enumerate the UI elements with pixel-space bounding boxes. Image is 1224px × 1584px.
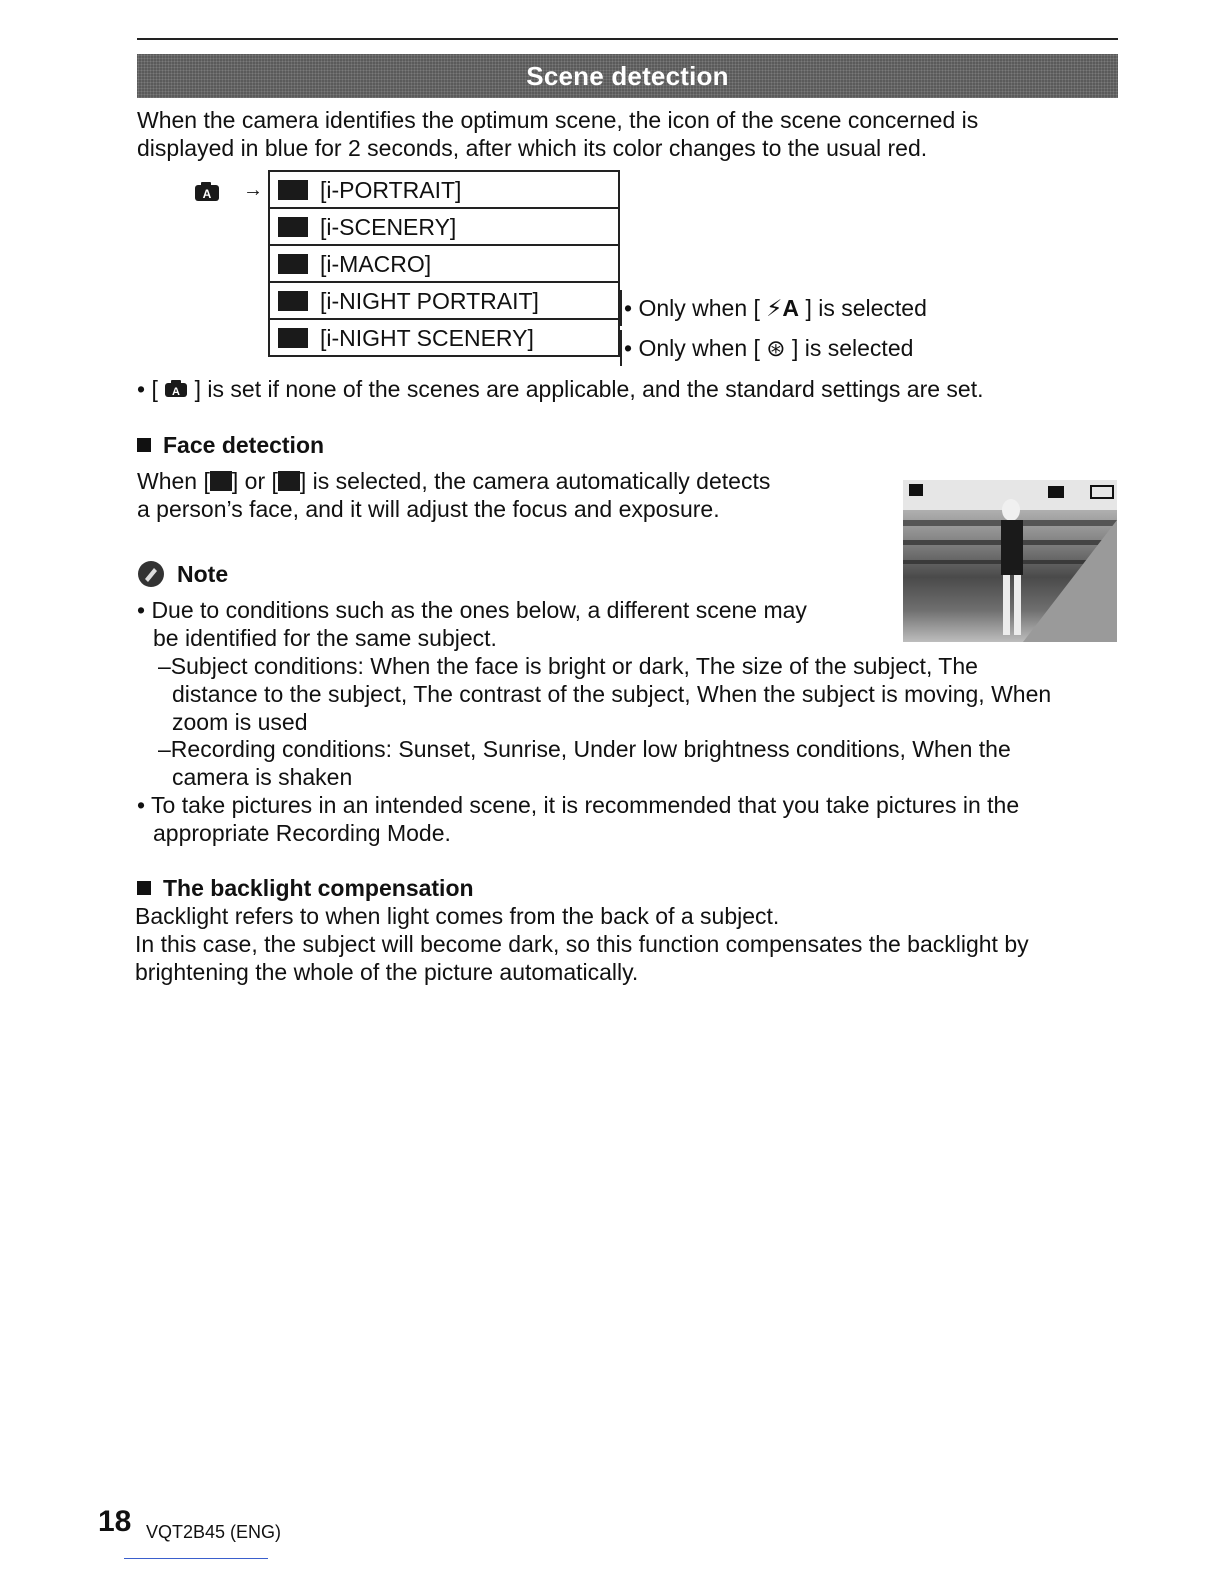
svg-text:A: A (202, 187, 212, 201)
page-number: 18 (98, 1505, 132, 1538)
note-bullet-2-line-2: appropriate Recording Mode. (153, 820, 451, 846)
i-night-portrait-icon (278, 471, 300, 491)
i-night-portrait-icon (278, 291, 308, 311)
i-night-scenery-icon (278, 328, 308, 348)
backlight-line-3: brightening the whole of the picture automatically. (135, 959, 639, 985)
intro-line-1: When the camera identifies the optimum scene, the icon of the scene concerned is (137, 107, 979, 133)
note-dash-1-line-2: distance to the subject, The contrast of the subject, When the subject is moving, When (172, 681, 1052, 707)
backlight-heading: The backlight compensation (137, 874, 474, 902)
backlight-line-1: Backlight refers to when light comes from the back of a subject. (135, 903, 780, 929)
note-dash-1-line-3: zoom is used (172, 709, 308, 735)
intro-line-2: displayed in blue for 2 seconds, after which its color changes to the usual red. (137, 135, 928, 161)
condition-suffix: ] is selected (805, 295, 927, 321)
square-bullet-icon (137, 438, 151, 452)
face-detection-heading: Face detection (137, 431, 324, 459)
note-bullet-2-line-1: • To take pictures in an intended scene, it is recommended that you take pictures in the (137, 792, 1020, 818)
condition-prefix: • Only when [ (624, 295, 760, 321)
svg-text:A: A (172, 385, 181, 398)
intelligent-auto-icon (194, 180, 220, 208)
backlight-line-2: In this case, the subject will become dark, so this function compensates the backlight by (135, 931, 1029, 957)
square-bullet-icon (137, 881, 151, 895)
table-row (269, 319, 619, 356)
arrow: → (243, 179, 263, 201)
table-row (269, 282, 619, 319)
set-note: • [ A ] is set if none of the scenes are applicable, and the standard settings are set. (137, 376, 984, 402)
bottom-rule (124, 1558, 268, 1559)
scene-table (268, 170, 620, 357)
note-dash-2-line-2: camera is shaken (172, 764, 353, 790)
note-bullet-1-line-1: • Due to conditions such as the ones below, a different scene may (137, 597, 807, 623)
night-portrait-condition (620, 290, 927, 326)
note-bullet-1-line-2: be identified for the same subject. (153, 625, 497, 651)
table-row (269, 171, 619, 208)
banner-title: Scene detection (526, 61, 729, 91)
flash-off-icon: ⊛ (766, 335, 786, 361)
table-row (269, 245, 619, 282)
face-detection-example-photo (903, 480, 1117, 642)
intelligent-auto-icon (164, 380, 188, 398)
section-banner (137, 54, 1118, 98)
top-rule (137, 38, 1118, 40)
night-scenery-condition (620, 330, 913, 366)
condition-suffix: ] is selected (791, 335, 914, 361)
i-scenery-icon (278, 217, 308, 237)
note-dash-2-line-1: –Recording conditions: Sunset, Sunrise, Under low brightness conditions, When the (158, 736, 1011, 762)
document-code: VQT2B45 (ENG) (146, 1522, 282, 1542)
scene-label: [i-NIGHT SCENERY] (320, 324, 534, 351)
table-row (269, 208, 619, 245)
note-icon (137, 560, 165, 588)
i-macro-icon (278, 254, 308, 274)
i-portrait-icon (278, 180, 308, 200)
i-portrait-icon (210, 471, 232, 491)
face-detection-line-1: When [ ] or [ ] is selected, the camera automatically detects (137, 468, 771, 494)
scene-label: [i-NIGHT PORTRAIT] (320, 287, 539, 314)
face-detection-line-2: a person’s face, and it will adjust the focus and exposure. (137, 496, 720, 522)
scene-label: [i-MACRO] (320, 250, 432, 277)
note-dash-1-line-1: –Subject conditions: When the face is bright or dark, The size of the subject, The (158, 653, 978, 679)
scene-label: [i-SCENERY] (320, 213, 457, 240)
condition-prefix: • Only when [ (624, 335, 760, 361)
note-heading: Note (137, 560, 228, 590)
flash-auto-icon: ⚡A (766, 295, 800, 321)
scene-label: [i-PORTRAIT] (320, 176, 462, 203)
